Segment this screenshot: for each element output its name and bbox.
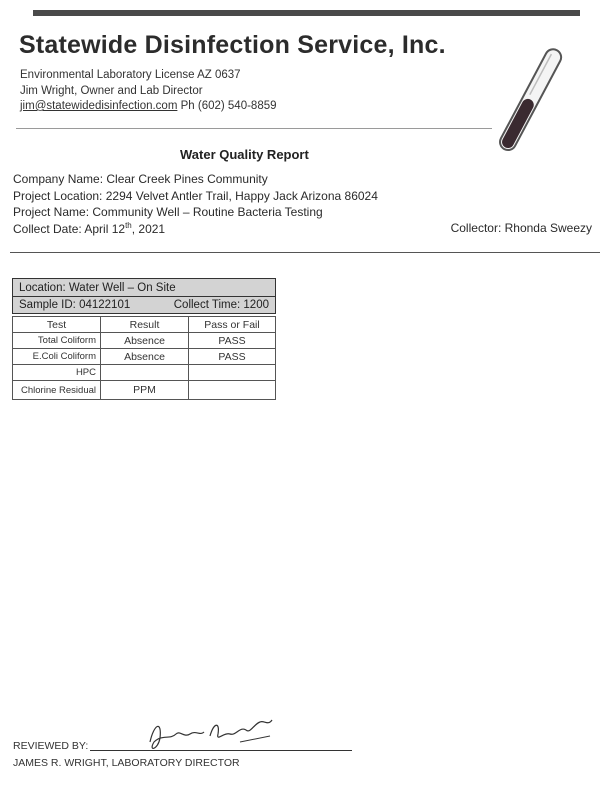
- owner-line: Jim Wright, Owner and Lab Director: [20, 85, 203, 97]
- test-name: Total Coliform: [13, 333, 101, 349]
- sample-info-box: [12, 278, 276, 314]
- test-name: Chlorine Residual: [13, 381, 101, 400]
- collect-time: Collect Time: 1200: [173, 299, 269, 311]
- license-line: Environmental Laboratory License AZ 0637: [20, 69, 241, 81]
- test-pass-fail: [189, 365, 276, 381]
- collect-date: Collect Date: April 12th, 2021: [13, 221, 166, 236]
- sample-location: Location: Water Well – On Site: [13, 279, 275, 296]
- test-result: Absence: [101, 333, 189, 349]
- info-divider: [10, 252, 600, 253]
- company-name: Statewide Disinfection Service, Inc.: [19, 31, 446, 59]
- table-row: [13, 381, 276, 400]
- test-pass-fail: PASS: [189, 349, 276, 365]
- results-table: [12, 316, 276, 400]
- report-title: Water Quality Report: [180, 147, 309, 162]
- signature-line: [90, 750, 352, 751]
- director-name: JAMES R. WRIGHT, LABORATORY DIRECTOR: [13, 757, 240, 769]
- test-pass-fail: [189, 381, 276, 400]
- header-test: Test: [13, 317, 101, 333]
- reviewed-by-label: REVIEWED BY:: [13, 740, 89, 752]
- contact-line: [20, 100, 277, 112]
- company-info: Company Name: Clear Creek Pines Community: [13, 172, 268, 186]
- sample-id-row: [13, 296, 275, 313]
- test-tube-icon: [490, 40, 570, 170]
- header-pass-fail: Pass or Fail: [189, 317, 276, 333]
- test-result: Absence: [101, 349, 189, 365]
- test-pass-fail: PASS: [189, 333, 276, 349]
- table-row: [13, 349, 276, 365]
- table-row: [13, 365, 276, 381]
- project-location: Project Location: 2294 Velvet Antler Trail, Happy Jack Arizona 86024: [13, 189, 378, 203]
- email-link[interactable]: jim@statewidedisinfection.com: [20, 100, 178, 112]
- header-result: Result: [101, 317, 189, 333]
- top-bar: [33, 10, 580, 16]
- test-name: HPC: [13, 365, 101, 381]
- sample-id: Sample ID: 04122101: [19, 299, 131, 311]
- test-result: PPM: [101, 381, 189, 400]
- test-result: [101, 365, 189, 381]
- signature: [140, 712, 280, 758]
- test-name: E.Coli Coliform: [13, 349, 101, 365]
- phone-text: Ph (602) 540-8859: [180, 100, 277, 112]
- project-name: Project Name: Community Well – Routine Bacteria Testing: [13, 205, 323, 219]
- collector: Collector: Rhonda Sweezy: [450, 221, 592, 235]
- table-header-row: [13, 317, 276, 333]
- header-divider: [16, 128, 492, 129]
- table-row: [13, 333, 276, 349]
